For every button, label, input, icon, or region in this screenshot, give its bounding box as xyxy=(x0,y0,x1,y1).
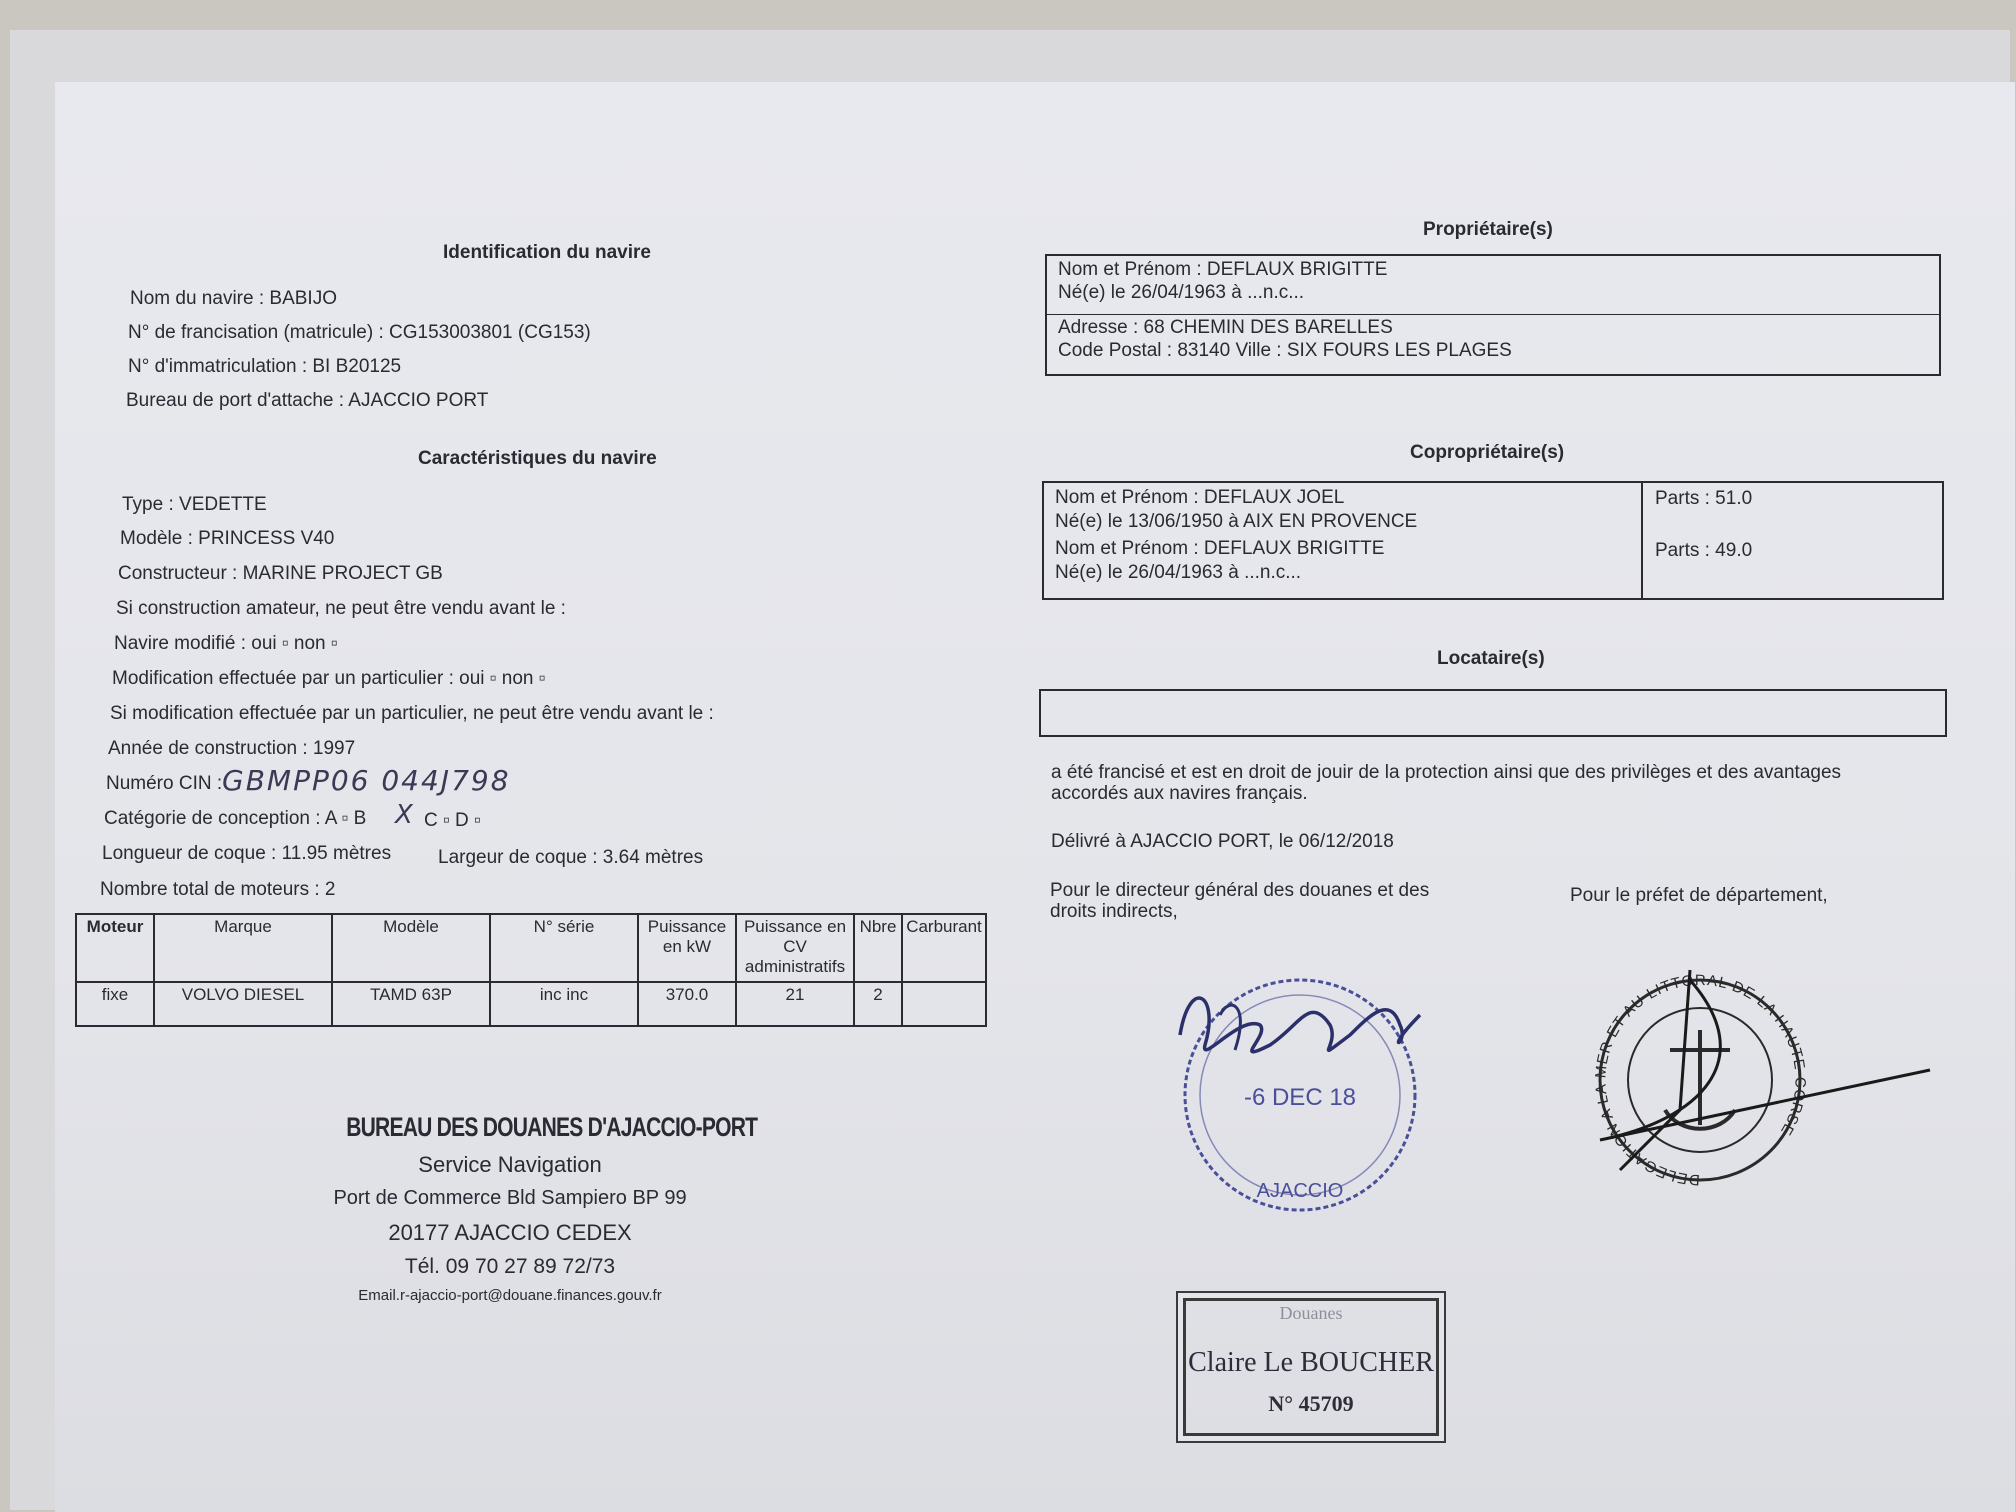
owners-divider xyxy=(1047,314,1939,315)
coowner2-parts: Parts : 49.0 xyxy=(1655,540,1753,561)
officer-stamp xyxy=(1183,1298,1439,1436)
col-serie: N° série xyxy=(490,914,638,982)
customs-phone: Tél. 09 70 27 89 72/73 xyxy=(404,1255,616,1278)
statement-line1: a été francisé et est en droit de jouir de la protection ainsi que des privilèges et des avantages xyxy=(1051,762,1842,783)
home-port: Bureau de port d'attache : AJACCIO PORT xyxy=(126,390,489,411)
ship-model: Modèle : PRINCESS V40 xyxy=(120,528,335,549)
officer-number: N° 45709 xyxy=(1268,1391,1354,1416)
category-mark: X xyxy=(395,800,415,830)
col-cv: Puissance en CV administratifs xyxy=(736,914,854,982)
cin-label: Numéro CIN : xyxy=(106,773,223,794)
col-modele: Modèle xyxy=(332,914,490,982)
customs-service: Service Navigation xyxy=(418,1152,602,1177)
director-line2: droits indirects, xyxy=(1050,901,1178,922)
owner-postal: Code Postal : 83140 Ville : SIX FOURS LES PLAGES xyxy=(1058,340,1512,361)
customs-address: Port de Commerce Bld Sampiero BP 99 xyxy=(333,1187,687,1209)
owner-name: Nom et Prénom : DEFLAUX BRIGITTE xyxy=(1058,259,1388,280)
col-kw: Puissance en kW xyxy=(638,914,736,982)
characteristics-title: Caractéristiques du navire xyxy=(418,448,657,469)
maritime-round-stamp xyxy=(1560,960,1940,1190)
cell-modele: TAMD 63P xyxy=(332,982,490,1026)
cell-cv: 21 xyxy=(736,982,854,1026)
design-category-rest: C ▫ D ▫ xyxy=(424,810,481,831)
prefect-line: Pour le préfet de département, xyxy=(1570,885,1828,906)
cell-marque: VOLVO DIESEL xyxy=(154,982,332,1026)
ship-builder: Constructeur : MARINE PROJECT GB xyxy=(118,563,443,584)
modification-sale-restriction: Si modification effectuée par un particulier, ne peut être vendu avant le : xyxy=(110,703,714,724)
engines-table xyxy=(75,913,987,1027)
coowner2-birth: Né(e) le 26/04/1963 à ...n.c... xyxy=(1055,562,1302,583)
design-category: Catégorie de conception : A ▫ B xyxy=(104,808,367,829)
ship-name: Nom du navire : BABIJO xyxy=(130,288,337,309)
coowner1-birth: Né(e) le 13/06/1950 à AIX EN PROVENCE xyxy=(1055,511,1418,532)
officer-stamp-header: Douanes xyxy=(1279,1303,1343,1323)
ship-modified: Navire modifié : oui ▫ non ▫ xyxy=(114,633,338,654)
director-signature xyxy=(1180,998,1420,1052)
director-line1: Pour le directeur général des douanes et des xyxy=(1050,880,1430,901)
col-carburant: Carburant xyxy=(902,914,986,982)
cin-handwritten: GBMPP06 044J798 xyxy=(222,764,511,797)
officer-name: Claire Le BOUCHER xyxy=(1188,1347,1434,1378)
registration-number: N° d'immatriculation : BI B20125 xyxy=(128,356,402,377)
col-moteur: Moteur xyxy=(76,914,154,982)
coowner1-name: Nom et Prénom : DEFLAUX JOEL xyxy=(1055,487,1345,508)
coowners-title: Copropriétaire(s) xyxy=(1410,442,1565,463)
cell-kw: 370.0 xyxy=(638,982,736,1026)
engine-count: Nombre total de moteurs : 2 xyxy=(100,879,336,900)
identification-title: Identification du navire xyxy=(443,242,651,263)
customs-city: 20177 AJACCIO CEDEX xyxy=(388,1220,632,1245)
owner-address: Adresse : 68 CHEMIN DES BARELLES xyxy=(1058,317,1393,338)
amateur-construction: Si construction amateur, ne peut être vendu avant le : xyxy=(116,598,566,619)
col-nbre: Nbre xyxy=(854,914,902,982)
customs-office-name: BUREAU DES DOUANES D'AJACCIO-PORT xyxy=(346,1112,758,1142)
francisation-number: N° de francisation (matricule) : CG153003801 (CG153) xyxy=(128,322,591,343)
table-row xyxy=(76,982,986,1026)
cell-carburant xyxy=(902,982,986,1026)
tenants-box xyxy=(1039,689,1947,737)
tenants-title: Locataire(s) xyxy=(1437,648,1545,669)
stamp-date: -6 DEC 18 xyxy=(1243,1084,1357,1111)
construction-year: Année de construction : 1997 xyxy=(108,738,356,759)
hull-length: Longueur de coque : 11.95 mètres xyxy=(102,843,392,864)
statement-line2: accordés aux navires français. xyxy=(1051,783,1308,804)
customs-round-stamp xyxy=(1160,955,1450,1225)
col-marque: Marque xyxy=(154,914,332,982)
owners-title: Propriétaire(s) xyxy=(1423,219,1553,240)
owner-birth: Né(e) le 26/04/1963 à ...n.c... xyxy=(1058,282,1305,303)
hull-width: Largeur de coque : 3.64 mètres xyxy=(438,847,704,868)
cell-nbre: 2 xyxy=(854,982,902,1026)
stamp-ring-text: DELEGATION A LA MER ET AU LITTORAL DE LA HAUTE-CORSE xyxy=(1592,971,1809,1189)
coowner1-parts: Parts : 51.0 xyxy=(1655,488,1753,509)
customs-email: Email.r-ajaccio-port@douane.finances.gouv.fr xyxy=(358,1287,662,1304)
ship-type: Type : VEDETTE xyxy=(122,494,267,515)
coowners-divider xyxy=(1641,483,1643,598)
stamp-city: AJACCIO xyxy=(1256,1180,1344,1202)
cell-moteur: fixe xyxy=(76,982,154,1026)
issued-at: Délivré à AJACCIO PORT, le 06/12/2018 xyxy=(1051,831,1394,852)
modification-by-individual: Modification effectuée par un particulier : oui ▫ non ▫ xyxy=(112,668,546,689)
cell-serie: inc inc xyxy=(490,982,638,1026)
engines-header-row xyxy=(76,914,986,982)
coowner2-name: Nom et Prénom : DEFLAUX BRIGITTE xyxy=(1055,538,1385,559)
